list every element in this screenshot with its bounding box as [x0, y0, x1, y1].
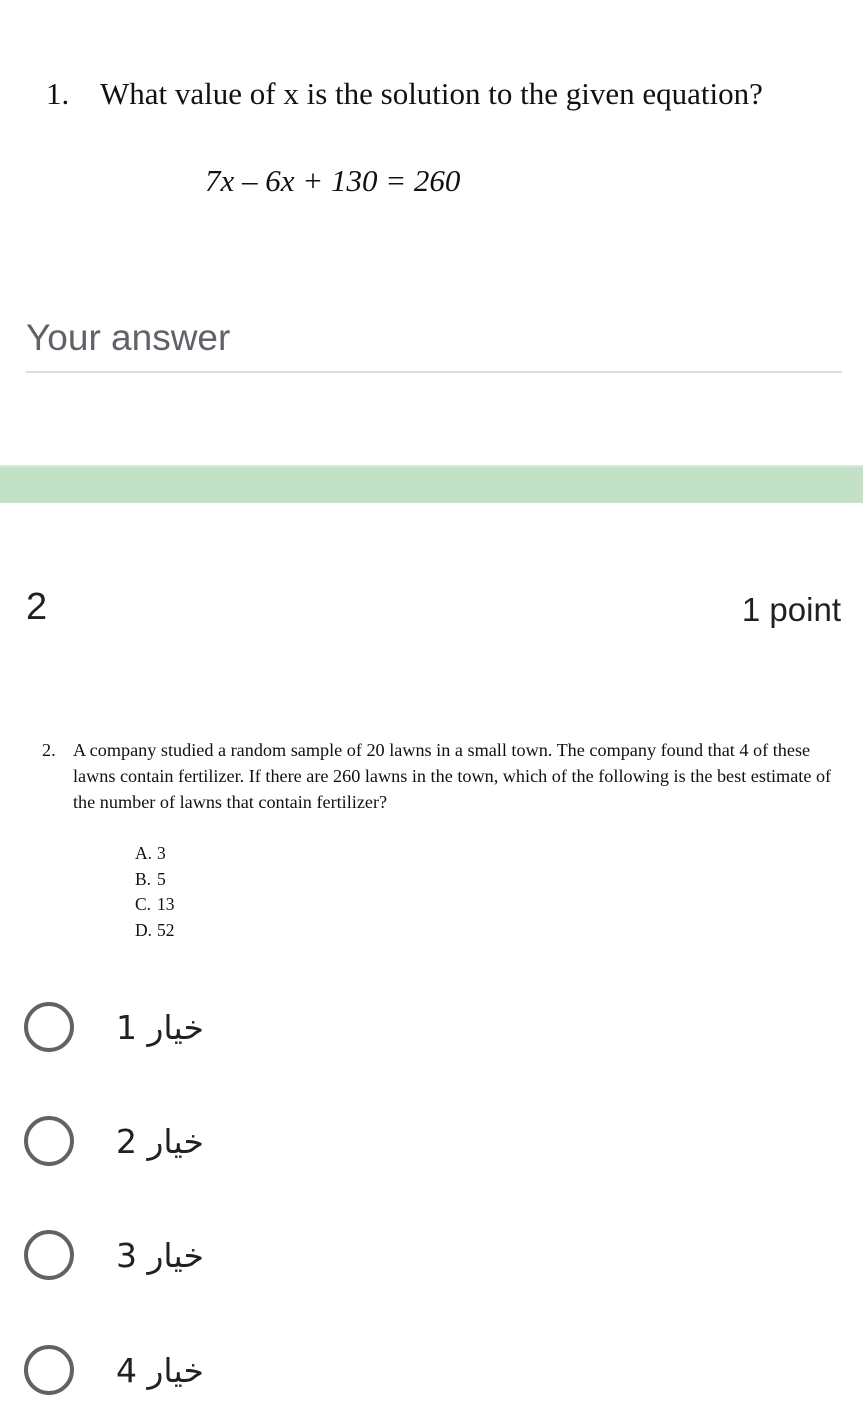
- question-2-number: 2.: [42, 740, 56, 760]
- section-divider: [0, 465, 863, 503]
- radio-option-3[interactable]: [24, 1224, 204, 1286]
- choice-d: D. 52: [135, 920, 175, 941]
- radio-button-icon[interactable]: [24, 1230, 74, 1280]
- question-1-text: What value of x is the solution to the given equation?: [100, 76, 763, 111]
- question-1-number: 1.: [46, 76, 70, 111]
- option-label: خيار 3: [116, 1235, 204, 1275]
- radio-button-icon[interactable]: [24, 1116, 74, 1166]
- option-label: خيار 4: [116, 1350, 204, 1390]
- option-label: خيار 2: [116, 1121, 204, 1161]
- radio-option-2[interactable]: [24, 1110, 204, 1172]
- radio-button-icon[interactable]: [24, 1345, 74, 1395]
- question-title: 2: [26, 586, 48, 628]
- option-label: خيار 1: [116, 1007, 204, 1047]
- answer-choices-list: [135, 841, 175, 944]
- question-2-text: A company studied a random sample of 20 lawns in a small town. The company found that 4 of these lawns contain fertilizer. If there are 260 lawns in the town, which of the following is the best estimate of the number of lawns that contain fertilizer?: [73, 740, 832, 812]
- question-1-prompt: [46, 76, 763, 112]
- points-label: 1 point: [741, 591, 841, 628]
- radio-button-icon[interactable]: [24, 1002, 74, 1052]
- question-1-equation: 7x – 6x + 130 = 260: [205, 163, 461, 198]
- answer-input[interactable]: [26, 305, 842, 373]
- radio-option-4[interactable]: [24, 1339, 204, 1401]
- choice-c: C. 13: [135, 894, 175, 915]
- choice-a: A. 3: [135, 843, 166, 863]
- question-2-image: [42, 737, 832, 941]
- radio-option-1[interactable]: [24, 996, 204, 1058]
- choice-b: B. 5: [135, 868, 166, 889]
